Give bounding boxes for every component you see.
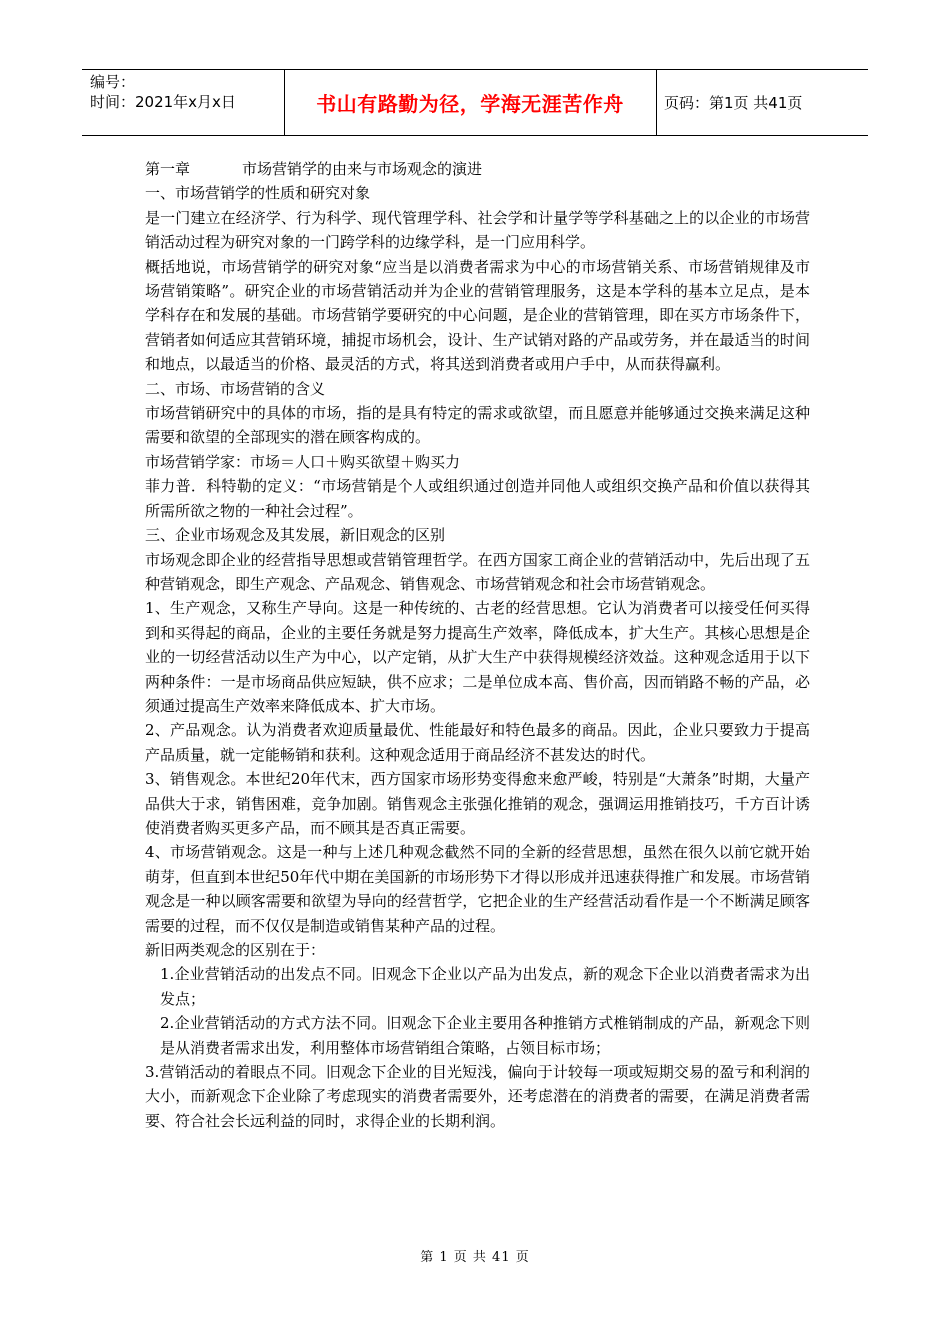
document-body xyxy=(145,157,810,1133)
header-meta xyxy=(90,72,236,112)
paragraph: 4、市场营销观念。这是一种与上述几种观念截然不同的全新的经营思想，虽然在很久以前它就开始萌芽，但直到本世纪50年代中期在美国新的市场形势下才得以形成并迅速获得推广和发展。市场营销观念是一种以顾客需要和欲望为导向的经营哲学，它把企业的生产经营活动看作是一个不断满足顾客需要的过程，而不仅仅是制造或销售某种产品的过程。 xyxy=(145,843,810,935)
header-divider-right xyxy=(656,70,657,135)
number-label: 编号： xyxy=(90,73,136,91)
header-motto: 书山有路勤为径，学海无涯苦作舟 xyxy=(316,92,624,116)
paragraph: 2、产品观念。认为消费者欢迎质量最优、性能最好和特色最多的商品。因此，企业只要致力于提高产品质量，就一定能畅销和获利。这种观念适用于商品经济不甚发达的时代。 xyxy=(145,721,810,764)
chapter-title: 市场营销学的由来与市场观念的演进 xyxy=(242,160,483,178)
chapter-number: 第一章 xyxy=(145,160,191,178)
paragraph: 概括地说，市场营销学的研究对象“应当是以消费者需求为中心的市场营销关系、市场营销规律及市场营销策略”。研究企业的市场营销活动并为企业的营销管理服务，这是本学科的基本立足点，是本学科存在和发展的基础。市场营销学要研究的中心问题，是企业的营销管理，即在买方市场条件下，营销者如何适应其营销环境，捕捉市场机会，设计、生产试销对路的产品或劳务，并在最适当的时间和地点，以最适当的价格、最灵活的方式，将其送到消费者或用户手中，从而获得赢利。 xyxy=(145,257,810,374)
paragraph: 市场营销研究中的具体的市场，指的是具有特定的需求或欲望，而且愿意并能够通过交换来满足这种需要和欲望的全部现实的潜在顾客构成的。 xyxy=(145,404,810,447)
section-heading: 三、企业市场观念及其发展，新旧观念的区别 xyxy=(145,526,446,545)
paragraph: 市场营销学家：市场＝人口＋购买欲望＋购买力 xyxy=(145,452,461,471)
section-heading: 二、市场、市场营销的含义 xyxy=(145,379,326,398)
header-page-info: 页码：第1页 共41页 xyxy=(664,94,803,112)
paragraph: 市场观念即企业的经营指导思想或营销管理哲学。在西方国家工商企业的营销活动中，先后出现了五种营销观念，即生产观念、产品观念、销售观念、市场营销观念和社会市场营销观念。 xyxy=(145,550,810,593)
list-item: 1.企业营销活动的出发点不同。旧观念下企业以产品为出发点，新的观念下企业以消费者需求为出发点； xyxy=(160,965,810,1008)
list-item: 2.企业营销活动的方式方法不同。旧观念下企业主要用各种推销方式椎销制成的产品，新观念下则是从消费者需求出发，利用整体市场营销组合策略，占领目标市场； xyxy=(160,1014,810,1057)
paragraph: 1、生产观念，又称生产导向。这是一种传统的、古老的经营思想。它认为消费者可以接受任何买得到和买得起的商品，企业的主要任务就是努力提高生产效率，降低成本，扩大生产。其核心思想是企业的一切经营活动以生产为中心，以产定销，从扩大生产中获得规模经济效益。这种观念适用于以下两种条件：一是市场商品供应短缺，供不应求；二是单位成本高、售价高，因而销路不畅的产品，必须通过提高生产效率来降低成本、扩大市场。 xyxy=(145,599,810,715)
date-label: 时间：2021年x月x日 xyxy=(90,93,236,111)
page-footer: 第 1 页 共 41 页 xyxy=(420,1250,530,1265)
document-header xyxy=(82,69,868,136)
paragraph: 新旧两类观念的区别在于： xyxy=(145,941,326,959)
chapter-heading xyxy=(145,157,810,181)
section-heading: 一、市场营销学的性质和研究对象 xyxy=(145,184,371,203)
list-item: 3.营销活动的着眼点不同。旧观念下企业的目光短浅，偏向于计较每一项或短期交易的盈亏和利润的大小，而新观念下企业除了考虑现实的消费者需要外，还考虑潜在的消费者的需要，在满足消费者需要、符合社会长远利益的同时，求得企业的长期利润。 xyxy=(145,1063,810,1130)
paragraph: 3、销售观念。本世纪20年代末，西方国家市场形势变得愈来愈严峻，特别是“大萧条”时期，大量产品供大于求，销售困难，竞争加剧。销售观念主张强化推销的观念，强调运用推销技巧，千方百计诱使消费者购买更多产品，而不顾其是否真正需要。 xyxy=(145,770,810,837)
paragraph: 菲力普．科特勒的定义：“市场营销是个人或组织通过创造并同他人或组织交换产品和价值以获得其所需所欲之物的一种社会过程”。 xyxy=(145,477,810,520)
paragraph: 是一门建立在经济学、行为科学、现代管理学科、社会学和计量学等学科基础之上的以企业的市场营销活动过程为研究对象的一门跨学科的边缘学科，是一门应用科学。 xyxy=(145,208,810,252)
